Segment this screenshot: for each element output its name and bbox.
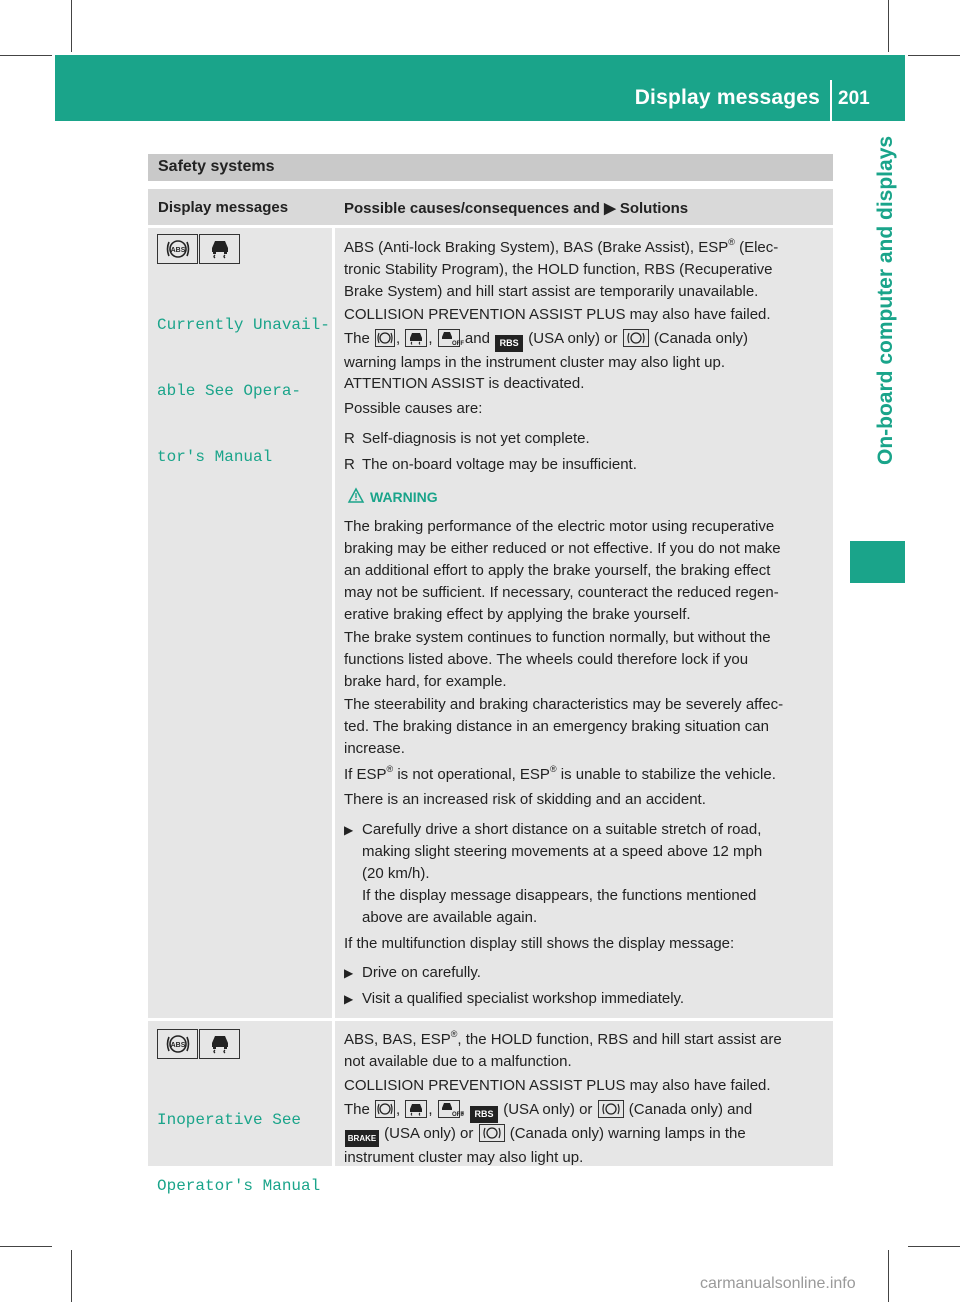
paragraph: If the multifunction display still shows the display message:	[344, 935, 735, 952]
list-item-text: The on-board voltage may be insufficient.	[362, 456, 637, 473]
text-line: ted. The braking distance in an emergency braking situation can	[344, 718, 769, 735]
crop-mark	[908, 1246, 960, 1247]
esp-skid-icon	[405, 329, 427, 347]
crop-mark	[888, 0, 889, 52]
paragraph	[344, 237, 826, 303]
abs-icon	[375, 1100, 395, 1118]
header-divider	[830, 80, 832, 121]
esp-off-icon	[438, 329, 464, 347]
text: ABS, BAS, ESP	[344, 1031, 451, 1048]
text-line: The brake system continues to function normally, but without the	[344, 629, 771, 646]
rbs-icon: RBS	[495, 335, 523, 352]
abs-icon	[157, 234, 198, 264]
text-line: The braking performance of the electric motor using recuperative	[344, 518, 775, 535]
registered-mark: ®	[386, 764, 394, 774]
header-title: Display messages	[634, 86, 820, 109]
display-message	[157, 1065, 320, 1219]
text-line: functions listed above. The wheels could therefore lock if you	[344, 651, 749, 668]
text: tronic Stability Program), the HOLD function, RBS (Recuperative	[344, 261, 773, 278]
text-line: If the display message disappears, the functions mentioned	[362, 887, 757, 904]
text: (Canada only) warning lamps in the	[509, 1125, 746, 1142]
action-arrow-icon: ▶	[344, 992, 354, 1006]
text: (Canada only) and	[628, 1101, 753, 1118]
text-line: Carefully drive a short distance on a suitable stretch of road,	[362, 821, 762, 838]
paragraph: The , , OFF and RBS (USA only) or (Canada only) warning lamps in the instrument cluster may also light up.	[344, 330, 749, 371]
crop-mark	[71, 1250, 72, 1302]
svg-text:OFF: OFF	[451, 1112, 464, 1118]
section-title: Safety systems	[158, 158, 275, 175]
svg-text:OFF: OFF	[451, 341, 464, 347]
registered-mark: ®	[450, 1029, 458, 1039]
side-tab-marker	[850, 541, 905, 583]
bullet-icon: R	[344, 456, 355, 473]
paragraph	[344, 1029, 826, 1073]
action-text: Drive on carefully.	[362, 964, 481, 981]
registered-mark: ®	[728, 237, 735, 247]
paragraph: The , , OFF , RBS (USA only) or (Canada only) and BRAKE (USA only) or (Canada only) warning lamps in the instrument cluster may also light up.	[344, 1101, 753, 1166]
text: , the HOLD function, RBS and hill start assist are	[457, 1031, 782, 1048]
text: warning lamps in the instrument cluster may also light up.	[344, 354, 726, 371]
action-text: Visit a qualified specialist workshop immediately.	[362, 990, 685, 1007]
esp-skid-icon	[199, 234, 240, 264]
text: and	[464, 330, 490, 347]
list-item-text: Self-diagnosis is not yet complete.	[362, 430, 590, 447]
paragraph	[344, 627, 826, 693]
text: is not operational, ESP	[393, 766, 550, 783]
brake-ring-icon	[598, 1100, 624, 1118]
paragraph: COLLISION PREVENTION ASSIST PLUS may also have failed.	[344, 306, 771, 323]
paragraph: ATTENTION ASSIST is deactivated.	[344, 375, 585, 392]
crop-mark	[888, 1250, 889, 1302]
text-line: above are available again.	[362, 909, 538, 926]
crop-mark	[71, 0, 72, 52]
text: Brake System) and hill start assist are temporarily unavailable.	[344, 283, 759, 300]
text-line: may not be sufficient. If necessary, counteract the reduced regen-	[344, 584, 779, 601]
display-message-line: Inoperative See	[157, 1111, 302, 1129]
text-line: braking may be either reduced or not effective. If you do not make	[344, 540, 781, 557]
svg-text:ABS: ABS	[170, 247, 185, 254]
abs-icon	[157, 1029, 198, 1059]
text: If ESP	[344, 766, 387, 783]
warning-label: WARNING	[370, 489, 438, 505]
text: (USA only) or	[503, 1101, 593, 1118]
crop-mark	[0, 55, 52, 56]
text: (Elec-	[734, 239, 779, 256]
esp-skid-icon	[405, 1100, 427, 1118]
svg-text:ABS: ABS	[170, 1042, 185, 1049]
paragraph	[344, 694, 826, 760]
paragraph: COLLISION PREVENTION ASSIST PLUS may also have failed.	[344, 1077, 771, 1094]
display-message-line: Currently Unavail‐	[157, 316, 330, 334]
brake-icon: BRAKE	[345, 1130, 379, 1147]
text: (USA only) or	[384, 1125, 474, 1142]
esp-skid-icon	[199, 1029, 240, 1059]
text: instrument cluster may also light up.	[344, 1149, 584, 1166]
crop-mark	[0, 1246, 52, 1247]
text-line: making slight steering movements at a speed above 12 mph	[362, 843, 763, 860]
paragraph	[344, 516, 826, 626]
side-tab-label: On-board computer and displays	[874, 135, 897, 465]
display-message-line: tor's Manual	[157, 448, 273, 466]
brake-ring-icon	[479, 1124, 505, 1142]
rbs-icon: RBS	[470, 1106, 498, 1123]
esp-off-icon	[438, 1100, 464, 1118]
action-arrow-icon: ▶	[344, 966, 354, 980]
text: not available due to a malfunction.	[344, 1053, 572, 1070]
text: ABS (Anti-lock Braking System), BAS (Brake Assist), ESP	[344, 239, 729, 256]
abs-icon	[375, 329, 395, 347]
text: is unable to stabilize the vehicle.	[556, 766, 776, 783]
text: (Canada only)	[653, 330, 749, 347]
display-message-line: Operator's Manual	[157, 1177, 321, 1195]
col-header-display-messages: Display messages	[158, 199, 289, 216]
brake-ring-icon	[623, 329, 649, 347]
text-line: The steerability and braking characteristics may be severely affec-	[344, 696, 784, 713]
bullet-icon: R	[344, 430, 355, 447]
text-line: increase.	[344, 740, 405, 757]
paragraph	[344, 764, 826, 786]
registered-mark: ®	[549, 764, 557, 774]
text: The	[344, 330, 370, 347]
text: (USA only) or	[528, 330, 618, 347]
text-line: brake hard, for example.	[344, 673, 507, 690]
paragraph: Possible causes are:	[344, 400, 483, 417]
crop-mark	[908, 55, 960, 56]
action-arrow-icon: ▶	[344, 823, 354, 837]
col-header-solutions: Possible causes/consequences and ▶ Solutions	[344, 200, 689, 217]
watermark: carmanualsonline.info	[700, 1275, 856, 1292]
text-line: erative braking effect by applying the brake yourself.	[344, 606, 691, 623]
text-line: an additional effort to apply the brake yourself, the braking effect	[344, 562, 771, 579]
warning-triangle-icon	[348, 488, 364, 508]
paragraph: There is an increased risk of skidding and an accident.	[344, 791, 706, 808]
page-number: 201	[838, 88, 870, 109]
text: The	[344, 1101, 370, 1118]
text-line: (20 km/h).	[362, 865, 430, 882]
display-message-line: able See Opera‐	[157, 382, 302, 400]
display-message	[157, 270, 330, 490]
